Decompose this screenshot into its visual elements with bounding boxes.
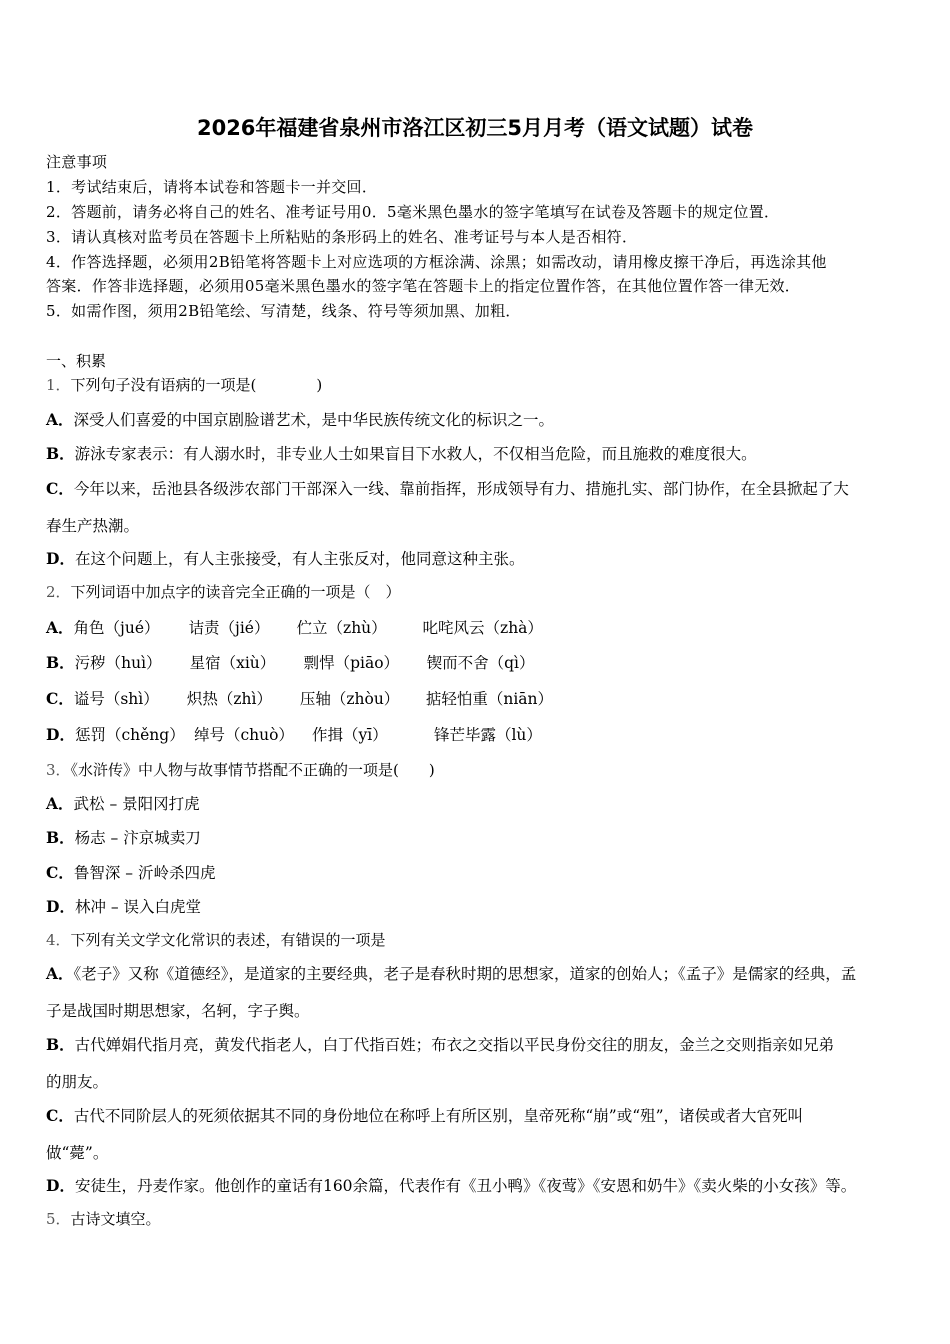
notice-item: 4．作答选择题，必须用2B铅笔将答题卡上对应选项的方框涂满、涂黑；如需改动，请用橡皮擦干净后，再选涂其他	[46, 253, 827, 271]
question-number: 2．	[46, 583, 71, 601]
option-label: D．	[46, 1176, 75, 1195]
option-label: B．	[46, 1035, 75, 1054]
option-label: C．	[46, 863, 74, 882]
q2-option-c	[46, 687, 553, 709]
q3-option-d	[46, 895, 201, 917]
option-text: 杨志 – 汴京城卖刀	[74, 829, 201, 847]
option-text: 鲁智深 – 沂岭杀四虎	[73, 864, 216, 882]
page-title: 2026年福建省泉州市洛江区初三5月月考（语文试题）试卷	[196, 116, 754, 140]
option-label: B．	[46, 828, 75, 847]
q1-option-a	[46, 408, 554, 430]
question-5	[46, 1208, 161, 1229]
option-text: 林冲 – 误入白虎堂	[74, 898, 202, 916]
notice-item: 1．考试结束后，请将本试卷和答题卡一并交回．	[46, 178, 378, 196]
option-label: C．	[46, 689, 74, 708]
option-word: 锋芒毕露（lù）	[433, 726, 542, 744]
option-word: 污秽（huì）	[74, 654, 162, 672]
q4-option-b-cont: 的朋友。	[46, 1073, 109, 1091]
option-text: 古代婵娟代指月亮，黄发代指老人，白丁代指百姓；布衣之交指以平民身份交往的朋友，金兰之交则指亲如兄弟	[74, 1036, 835, 1054]
question-number: 4．	[46, 931, 71, 949]
option-word: 锲而不舍（qì）	[426, 654, 535, 672]
question-3	[46, 759, 435, 780]
q1-option-c-cont: 春生产热潮。	[46, 517, 140, 535]
q1-option-d	[46, 547, 524, 569]
question-stem: 下列句子没有语病的一项是( )	[70, 376, 323, 394]
question-number: 1．	[46, 376, 71, 394]
option-word: 惩罚（chěng）	[74, 726, 185, 744]
option-label: A．	[46, 618, 74, 637]
option-label: D．	[46, 549, 75, 568]
q2-option-b	[46, 651, 535, 673]
option-text: 安徒生，丹麦作家。他创作的童话有160余篇，代表作有《丑小鸭》《夜莺》《安恩和奶牛》《卖火柴的小女孩》等。	[74, 1177, 857, 1195]
section-heading: 一、积累	[46, 352, 107, 370]
notice-item: 2．答题前，请务必将自己的姓名、准考证号用0．5毫米黑色墨水的签字笔填写在试卷及答题卡的规定位置．	[46, 203, 780, 221]
question-stem: 《水浒传》中人物与故事情节搭配不正确的一项是( )	[70, 761, 435, 779]
notice-item: 5．如需作图，须用2B铅笔绘、写清楚，线条、符号等须加黑、加粗．	[46, 302, 521, 320]
option-word: 掂轻怕重（niān）	[425, 690, 554, 708]
option-text: 古代不同阶层人的死须依据其不同的身份地位在称呼上有所区别，皇帝死称“崩”或“殂”，诸侯或者大官死叫	[73, 1107, 804, 1125]
q3-option-b	[46, 826, 201, 848]
option-word: 压轴（zhòu）	[299, 690, 400, 708]
question-4	[46, 929, 386, 950]
q2-option-a	[46, 616, 543, 638]
option-word: 谥号（shì）	[73, 690, 159, 708]
q4-option-b	[46, 1033, 834, 1055]
option-word: 角色（jué）	[73, 619, 160, 637]
q1-option-b	[46, 442, 757, 464]
option-text: 武松 – 景阳冈打虎	[73, 795, 200, 813]
option-label: B．	[46, 653, 75, 672]
option-label: D．	[46, 725, 75, 744]
option-label: A．	[46, 964, 74, 983]
q4-option-a	[46, 962, 856, 984]
q4-option-c	[46, 1104, 803, 1126]
question-1	[46, 374, 322, 395]
option-text: 今年以来，岳池县各级涉农部门干部深入一线、靠前指挥，形成领导有力、措施扎实、部门协作，在全县掀起了大	[73, 480, 849, 498]
option-text: 《老子》又称《道德经》，是道家的主要经典，老子是春秋时期的思想家，道家的创始人；《孟子》是儒家的经典，孟	[73, 965, 857, 983]
option-label: D．	[46, 897, 75, 916]
q4-option-d	[46, 1174, 856, 1196]
q4-option-a-cont: 子是战国时期思想家，名轲，字子舆。	[46, 1002, 310, 1020]
option-label: A．	[46, 410, 74, 429]
option-label: C．	[46, 479, 74, 498]
option-label: C．	[46, 1106, 74, 1125]
q4-option-c-cont: 做“薨”。	[46, 1144, 109, 1162]
question-number: 3．	[46, 761, 71, 779]
q3-option-a	[46, 792, 200, 814]
option-word: 炽热（zhì）	[186, 690, 272, 708]
option-text: 在这个问题上，有人主张接受，有人主张反对，他同意这种主张。	[74, 550, 525, 568]
notice-item: 3．请认真核对监考员在答题卡上所粘贴的条形码上的姓名、准考证号与本人是否相符．	[46, 228, 638, 246]
q1-option-c	[46, 477, 849, 499]
notice-item: 答案．作答非选择题，必须用05毫米黑色墨水的签字笔在答题卡上的指定位置作答，在其他位置作答一律无效．	[46, 277, 801, 295]
q3-option-c	[46, 861, 215, 883]
question-stem: 下列词语中加点字的读音完全正确的一项是（ ）	[70, 583, 401, 601]
option-word: 伫立（zhù）	[296, 619, 387, 637]
option-label: B．	[46, 444, 75, 463]
notice-heading: 注意事项	[46, 153, 108, 171]
question-stem: 古诗文填空。	[70, 1210, 161, 1228]
option-word: 诘责（jié）	[188, 619, 270, 637]
option-text: 深受人们喜爱的中国京剧脸谱艺术，是中华民族传统文化的标识之一。	[73, 411, 555, 429]
option-text: 游泳专家表示：有人溺水时，非专业人士如果盲目下水救人，不仅相当危险，而且施救的难度很大。	[74, 445, 757, 463]
option-word: 绰号（chuò）	[193, 726, 294, 744]
option-word: 星宿（xiù）	[189, 654, 276, 672]
question-stem: 下列有关文学文化常识的表述，有错误的一项是	[70, 931, 386, 949]
option-word: 作揖（yī）	[311, 726, 388, 744]
option-label: A．	[46, 794, 74, 813]
question-number: 5．	[46, 1210, 71, 1228]
option-word: 剽悍（piāo）	[303, 654, 400, 672]
option-word: 叱咤风云（zhà）	[422, 619, 543, 637]
question-2	[46, 581, 401, 602]
q2-option-d	[46, 723, 542, 745]
